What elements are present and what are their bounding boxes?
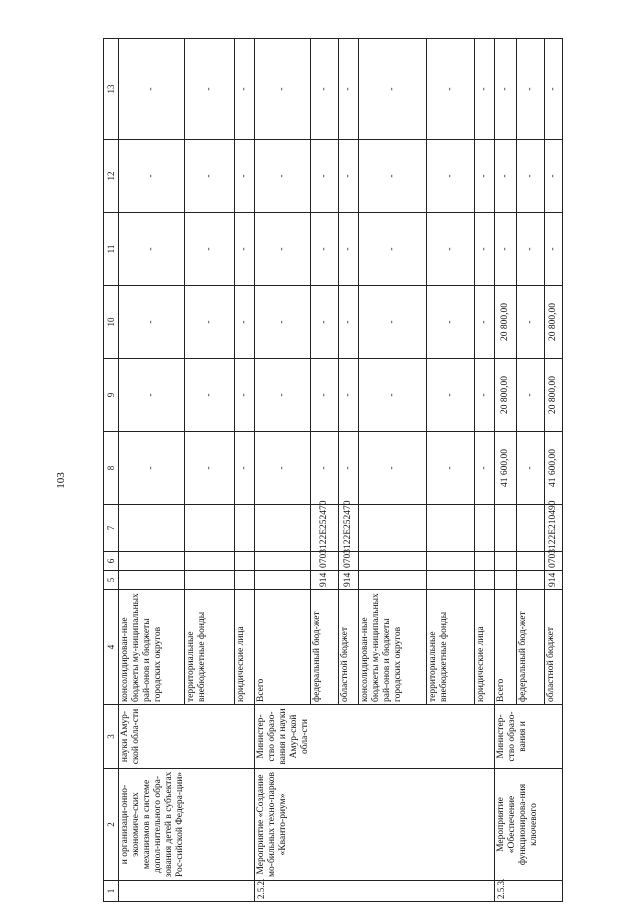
budget-code	[235, 552, 255, 571]
budget-code	[255, 505, 311, 552]
amount-cell: -	[185, 213, 235, 286]
funding-source: юридические лица	[235, 590, 255, 705]
amount-cell: -	[359, 140, 427, 213]
budget-code: 122E252470	[311, 505, 339, 552]
col-header: 5	[104, 571, 119, 590]
budget-code: 914	[311, 571, 339, 590]
amount-cell: -	[185, 432, 235, 505]
amount-cell: -	[475, 432, 495, 505]
funding-source: консолидирован-ные бюджеты му-ниципальных рай-онов и бюджеты городских округов	[119, 590, 185, 705]
amount-cell: -	[185, 286, 235, 359]
amount-cell: -	[517, 39, 545, 140]
amount-cell: -	[359, 213, 427, 286]
amount-cell: -	[255, 140, 311, 213]
budget-code	[359, 505, 427, 552]
amount-cell: -	[475, 359, 495, 432]
budget-code	[517, 571, 545, 590]
funding-source: юридические лица	[475, 590, 495, 705]
budget-code	[495, 505, 517, 552]
event-name: Мероприятие «Создание мо-бильных техно-парков «Кванто-риум»	[255, 769, 495, 881]
col-header: 6	[104, 552, 119, 571]
amount-cell: 20 800,00	[495, 359, 517, 432]
event-number: 2.5.2.	[255, 881, 495, 902]
amount-cell: -	[359, 359, 427, 432]
amount-cell: -	[545, 39, 563, 140]
amount-cell: -	[475, 286, 495, 359]
budget-code	[235, 571, 255, 590]
amount-cell: -	[119, 213, 185, 286]
budget-code	[427, 505, 475, 552]
budget-code: 0703	[311, 552, 339, 571]
budget-code: 0703	[545, 552, 563, 571]
amount-cell: -	[235, 359, 255, 432]
amount-cell: -	[255, 213, 311, 286]
budget-code	[495, 552, 517, 571]
amount-cell: -	[359, 286, 427, 359]
amount-cell: -	[339, 359, 359, 432]
event-number	[119, 881, 255, 902]
budget-code: 914	[339, 571, 359, 590]
amount-cell: -	[119, 286, 185, 359]
funding-source: консолидирован-ные бюджеты му-ниципальных рай-онов и бюджеты городских округов	[359, 590, 427, 705]
col-header: 11	[104, 213, 119, 286]
budget-code: 914	[545, 571, 563, 590]
col-header: 4	[104, 590, 119, 705]
budget-code	[255, 552, 311, 571]
amount-cell: -	[545, 140, 563, 213]
amount-cell: -	[495, 213, 517, 286]
amount-cell: -	[517, 213, 545, 286]
amount-cell: -	[427, 140, 475, 213]
amount-cell: -	[255, 359, 311, 432]
budget-code: 0703	[339, 552, 359, 571]
table-row	[255, 39, 311, 902]
amount-cell: -	[235, 39, 255, 140]
budget-code	[475, 571, 495, 590]
budget-code	[427, 552, 475, 571]
amount-cell: -	[119, 359, 185, 432]
col-header: 1	[104, 881, 119, 902]
budget-code	[359, 571, 427, 590]
amount-cell: 20 800,00	[545, 286, 563, 359]
col-header: 13	[104, 39, 119, 140]
funding-source: Всего	[255, 590, 311, 705]
amount-cell: -	[185, 359, 235, 432]
amount-cell: -	[517, 432, 545, 505]
event-name: и организаци-онно-экономиче-ских механизмов в системе допол-нительного обра-зования детей в субъектах Рос-сийской Федера-ции»	[119, 769, 255, 881]
amount-cell: -	[427, 359, 475, 432]
budget-code	[185, 552, 235, 571]
budget-code	[517, 552, 545, 571]
funding-source: федеральный бюд-жет	[517, 590, 545, 705]
amount-cell: -	[311, 39, 339, 140]
amount-cell: 41 600,00	[545, 432, 563, 505]
funding-source: областной бюджет	[339, 590, 359, 705]
table-row	[119, 39, 185, 902]
amount-cell: -	[119, 140, 185, 213]
amount-cell: -	[545, 213, 563, 286]
amount-cell: 20 800,00	[545, 359, 563, 432]
budget-code	[427, 571, 475, 590]
funding-source: федеральный бюд-жет	[311, 590, 339, 705]
page-number: 103	[54, 472, 67, 489]
budget-code	[185, 505, 235, 552]
amount-cell: -	[339, 432, 359, 505]
amount-cell: -	[339, 213, 359, 286]
amount-cell: -	[495, 140, 517, 213]
amount-cell: -	[255, 286, 311, 359]
event-name: Мероприятие «Обеспечение функционирова-ния ключевого	[495, 769, 563, 881]
budget-code	[119, 505, 185, 552]
amount-cell: -	[475, 213, 495, 286]
executor: Министер-ство образо-вания и	[495, 705, 563, 769]
budget-code	[185, 571, 235, 590]
budget-code	[255, 571, 311, 590]
col-header: 8	[104, 432, 119, 505]
amount-cell: -	[119, 432, 185, 505]
amount-cell: -	[517, 286, 545, 359]
amount-cell: -	[427, 39, 475, 140]
amount-cell: -	[235, 286, 255, 359]
amount-cell: -	[119, 39, 185, 140]
budget-code	[475, 505, 495, 552]
budget-code	[475, 552, 495, 571]
amount-cell: -	[495, 39, 517, 140]
amount-cell: -	[235, 432, 255, 505]
amount-cell: -	[185, 140, 235, 213]
rotated-table-wrapper	[103, 39, 558, 902]
funding-source: Всего	[495, 590, 517, 705]
amount-cell: -	[235, 140, 255, 213]
amount-cell: -	[517, 140, 545, 213]
amount-cell: -	[339, 39, 359, 140]
amount-cell: -	[517, 359, 545, 432]
header-row	[104, 39, 119, 902]
amount-cell: -	[311, 432, 339, 505]
budget-code	[359, 552, 427, 571]
funding-source: территориальные внебюджетные фонды	[185, 590, 235, 705]
budget-code	[119, 571, 185, 590]
funding-source: территориальные внебюджетные фонды	[427, 590, 475, 705]
executor: Министер-ство образо-вания и науки Амур-ской обла-сти	[255, 705, 495, 769]
amount-cell: -	[339, 286, 359, 359]
amount-cell: -	[475, 140, 495, 213]
event-number: 2.5.3.	[495, 881, 563, 902]
amount-cell: -	[427, 286, 475, 359]
budget-table	[103, 38, 563, 902]
col-header: 3	[104, 705, 119, 769]
col-header: 9	[104, 359, 119, 432]
col-header: 12	[104, 140, 119, 213]
amount-cell: -	[427, 432, 475, 505]
amount-cell: -	[235, 213, 255, 286]
amount-cell: 41 600,00	[495, 432, 517, 505]
funding-source: областной бюджет	[545, 590, 563, 705]
budget-code	[235, 505, 255, 552]
amount-cell: -	[339, 140, 359, 213]
budget-code	[517, 505, 545, 552]
amount-cell: -	[359, 432, 427, 505]
amount-cell: -	[255, 432, 311, 505]
amount-cell: -	[311, 140, 339, 213]
budget-code: 122E252470	[339, 505, 359, 552]
amount-cell: -	[185, 39, 235, 140]
budget-code	[119, 552, 185, 571]
col-header: 2	[104, 769, 119, 881]
budget-code	[495, 571, 517, 590]
table-row	[495, 39, 517, 902]
amount-cell: -	[475, 39, 495, 140]
amount-cell: -	[427, 213, 475, 286]
amount-cell: -	[311, 286, 339, 359]
amount-cell: -	[359, 39, 427, 140]
amount-cell: -	[311, 213, 339, 286]
col-header: 7	[104, 505, 119, 552]
executor: науки Амур-ской обла-сти	[119, 705, 255, 769]
col-header: 10	[104, 286, 119, 359]
budget-code: 122E210490	[545, 505, 563, 552]
amount-cell: -	[255, 39, 311, 140]
amount-cell: 20 800,00	[495, 286, 517, 359]
amount-cell: -	[311, 359, 339, 432]
